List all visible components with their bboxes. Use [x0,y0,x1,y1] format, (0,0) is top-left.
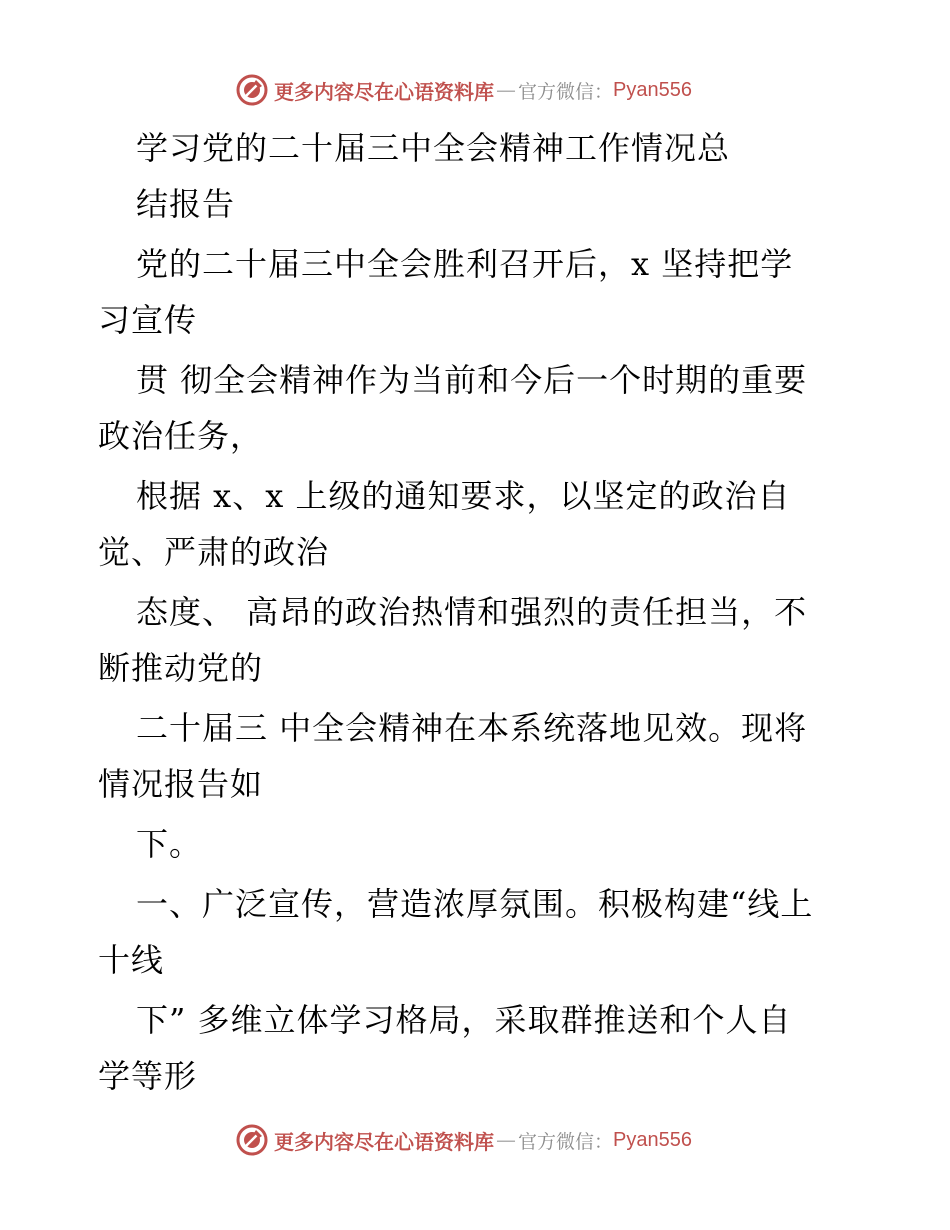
banner-main-text: 更多内容尽在心语资料库 [274,1129,494,1154]
body-line-9: 态度、 高昂的政治热情和强烈的责任担当，不 [136,593,808,631]
body-line-11: 二十届三 中全会精神在本系统落地见效。现将 [136,709,808,747]
footer-banner [236,1123,692,1157]
banner-contact-id: Pyan556 [613,1128,692,1151]
body-line-6: 政治任务， [98,417,264,455]
body-line-16: 下” 多维立体学习格局，采取群推送和个人自 [136,1001,792,1039]
body-line-10: 断推动党的 [98,649,264,687]
body-line-3: 党的二十届三中全会胜利召开后，x 坚持把学 [136,245,794,283]
body-line-17: 学等形 [98,1057,198,1095]
body-line-15: 十线 [98,941,165,979]
body-line-5: 贯 彻全会精神作为当前和今后一个时期的重要 [136,361,808,399]
banner-main-text: 更多内容尽在心语资料库 [274,79,494,104]
body-line-14: 一、广泛宣传，营造浓厚氛围。积极构建“线上 [136,885,814,923]
body-line-1: 学习党的二十届三中全会精神工作情况总 [136,129,731,167]
body-line-12: 情况报告如 [98,765,264,803]
body-line-2: 结报告 [136,185,236,223]
banner-separator: — [496,78,516,102]
red-seal-logo-icon [236,1124,268,1156]
banner-contact-label: 官方微信： [518,80,614,103]
header-banner [236,73,692,107]
banner-separator: — [496,1128,516,1152]
banner-contact-id: Pyan556 [613,78,692,101]
body-line-4: 习宣传 [98,301,198,339]
body-line-7: 根据 x、x 上级的通知要求，以坚定的政治自 [136,477,791,515]
body-line-13: 下。 [136,825,203,863]
banner-contact-label: 官方微信： [518,1130,614,1153]
red-seal-logo-icon [236,74,268,106]
body-line-8: 觉、严肃的政治 [98,533,330,571]
